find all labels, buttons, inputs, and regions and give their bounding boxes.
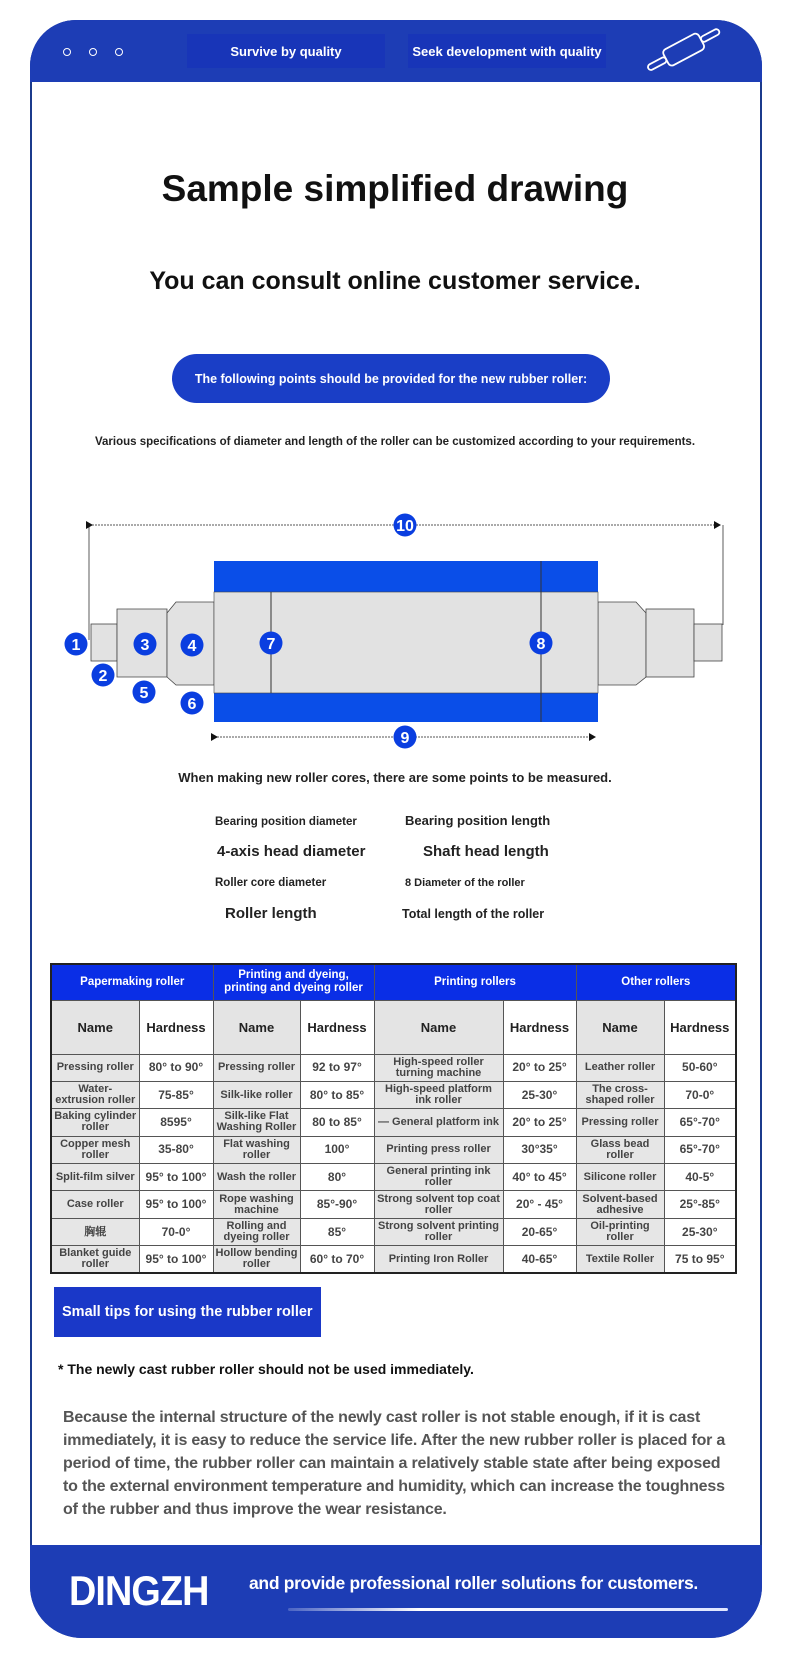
hardness-cell: 95° to 100° [139,1191,213,1218]
hardness-cell: 75 to 95° [664,1246,736,1273]
roller-name-cell: Rolling and dyeing roller [213,1218,300,1245]
hardness-cell: 85°-90° [300,1191,374,1218]
roller-name-cell: Glass bead roller [576,1136,664,1163]
marker-label: 1 [71,637,81,654]
roller-name-cell: Silicone roller [576,1164,664,1191]
marker-label: 8 [536,636,546,653]
slogan-right: Seek development with quality [408,34,606,68]
roller-name-cell: Silk-like Flat Washing Roller [213,1109,300,1136]
hardness-cell: 20° to 25° [503,1109,576,1136]
measure-label: Roller core diameter [215,877,327,889]
hardness-cell: 35-80° [139,1136,213,1163]
column-header-hardness: Hardness [503,1000,576,1054]
roller-name-cell: Wash the roller [213,1164,300,1191]
measure-label: Total length of the roller [402,907,545,921]
requirements-pill: The following points should be provided for the new rubber roller: [172,354,610,403]
hardness-cell: 40-65° [503,1246,576,1273]
hardness-cell: 75-85° [139,1081,213,1108]
column-header-name: Name [51,1000,139,1054]
hardness-table [50,963,737,1274]
measure-label: Roller length [225,905,317,922]
column-header-name: Name [213,1000,300,1054]
measure-label: 8 Diameter of the roller [405,877,525,889]
marker-label: 2 [98,668,108,685]
tips-paragraph: Because the internal structure of the newly cast roller is not stable enough, if it is cast immediately, it is easy to reduce the service life. After the new rubber roller is placed for a period of time, the rubber roller can maintain a relatively stable state after being exposed to the external environment temperature and humidity, which can increase the toughness of the rubber and thus improve the wear resistance. [63,1409,726,1518]
measure-intro: When making new roller cores, there are some points to be measured. [178,770,612,785]
roller-name-cell: Water-extrusion roller [51,1081,139,1108]
category-header: Other rollers [576,964,736,1000]
marker-label: 9 [400,730,410,747]
table-row [51,1218,736,1245]
roller-name-cell: 胸辊 [51,1218,139,1245]
window-dot-icon [63,48,71,56]
hardness-cell: 85° [300,1218,374,1245]
hardness-cell: 70-0° [664,1081,736,1108]
roller-name-cell: Pressing roller [576,1109,664,1136]
page-subtitle: You can consult online customer service. [149,267,641,295]
marker-label: 7 [266,636,276,653]
page-frame [30,20,762,1638]
hardness-cell: 65°-70° [664,1109,736,1136]
measure-label: Bearing position length [405,813,551,828]
roller-name-cell: Pressing roller [213,1054,300,1081]
hardness-cell: 95° to 100° [139,1164,213,1191]
hardness-cell: 40° to 45° [503,1164,576,1191]
hardness-cell: 25°-85° [664,1191,736,1218]
column-header-hardness: Hardness [664,1000,736,1054]
hardness-cell: 60° to 70° [300,1246,374,1273]
hardness-cell: 70-0° [139,1218,213,1245]
tips-heading: Small tips for using the rubber roller [54,1287,321,1337]
roller-name-cell: Case roller [51,1191,139,1218]
roller-name-cell: Silk-like roller [213,1081,300,1108]
table-row [51,1164,736,1191]
category-header: Printing rollers [374,964,576,1000]
roller-diagram [0,500,790,760]
hardness-cell: 30°35° [503,1136,576,1163]
roller-name-cell: Solvent-based adhesive [576,1191,664,1218]
table-row [51,1136,736,1163]
column-header-name: Name [374,1000,503,1054]
hardness-cell: 65°-70° [664,1136,736,1163]
page-title: Sample simplified drawing [161,168,629,209]
hardness-cell: 25-30° [664,1218,736,1245]
roller-name-cell: Baking cylinder roller [51,1109,139,1136]
roller-name-cell: Oil-printing roller [576,1218,664,1245]
measure-label: 4-axis head diameter [217,843,366,860]
slogan-left: Survive by quality [187,34,385,68]
measure-label: Shaft head length [423,843,549,860]
table-row [51,1081,736,1108]
category-header: Papermaking roller [51,964,213,1000]
hardness-cell: 20° to 25° [503,1054,576,1081]
marker-label: 6 [187,696,197,713]
roller-name-cell: Printing press roller [374,1136,503,1163]
hardness-cell: 80° [300,1164,374,1191]
window-dot-icon [115,48,123,56]
hardness-cell: 92 to 97° [300,1054,374,1081]
hardness-cell: 95° to 100° [139,1246,213,1273]
roller-name-cell: High-speed platform ink roller [374,1081,503,1108]
roller-name-cell: Blanket guide roller [51,1246,139,1273]
window-dot-icon [89,48,97,56]
hardness-cell: 100° [300,1136,374,1163]
hardness-cell: 20° - 45° [503,1191,576,1218]
hardness-cell: 20-65° [503,1218,576,1245]
roller-name-cell: Strong solvent top coat roller [374,1191,503,1218]
column-header-name: Name [576,1000,664,1054]
brand-logo: DINGZH [69,1567,209,1614]
marker-label: 4 [187,638,197,655]
hardness-cell: 25-30° [503,1081,576,1108]
roller-name-cell: Hollow bending roller [213,1246,300,1273]
roller-name-cell: Flat washing roller [213,1136,300,1163]
table-row [51,1054,736,1081]
hardness-cell: 80° to 90° [139,1054,213,1081]
roller-name-cell: — General platform ink [374,1109,503,1136]
measure-label: Bearing position diameter [215,816,357,828]
table-row [51,1246,736,1273]
hardness-cell: 80° to 85° [300,1081,374,1108]
marker-label: 3 [140,637,150,654]
roller-name-cell: Rope washing machine [213,1191,300,1218]
warning-text: * The newly cast rubber roller should not be used immediately. [58,1361,474,1377]
roller-name-cell: Printing Iron Roller [374,1246,503,1273]
marker-label: 10 [396,518,414,535]
roller-name-cell: High-speed roller turning machine [374,1054,503,1081]
roller-name-cell: Split-film silver [51,1164,139,1191]
rolling-pin-icon [640,28,730,72]
custom-spec-note: Various specifications of diameter and length of the roller can be customized according to your requirements. [94,436,696,448]
roller-name-cell: The cross-shaped roller [576,1081,664,1108]
hardness-cell: 80 to 85° [300,1109,374,1136]
column-header-hardness: Hardness [300,1000,374,1054]
roller-name-cell: Textile Roller [576,1246,664,1273]
category-header: Printing and dyeing, printing and dyeing roller [213,964,374,1000]
table-row [51,1109,736,1136]
hardness-cell: 50-60° [664,1054,736,1081]
roller-name-cell: Leather roller [576,1054,664,1081]
footer-underline [288,1608,728,1611]
roller-name-cell: General printing ink roller [374,1164,503,1191]
hardness-cell: 8595° [139,1109,213,1136]
marker-label: 5 [139,685,149,702]
footer-tagline: and provide professional roller solutions for customers. [249,1573,698,1593]
hardness-cell: 40-5° [664,1164,736,1191]
table-row [51,1191,736,1218]
roller-name-cell: Strong solvent printing roller [374,1218,503,1245]
roller-name-cell: Pressing roller [51,1054,139,1081]
column-header-hardness: Hardness [139,1000,213,1054]
roller-name-cell: Copper mesh roller [51,1136,139,1163]
